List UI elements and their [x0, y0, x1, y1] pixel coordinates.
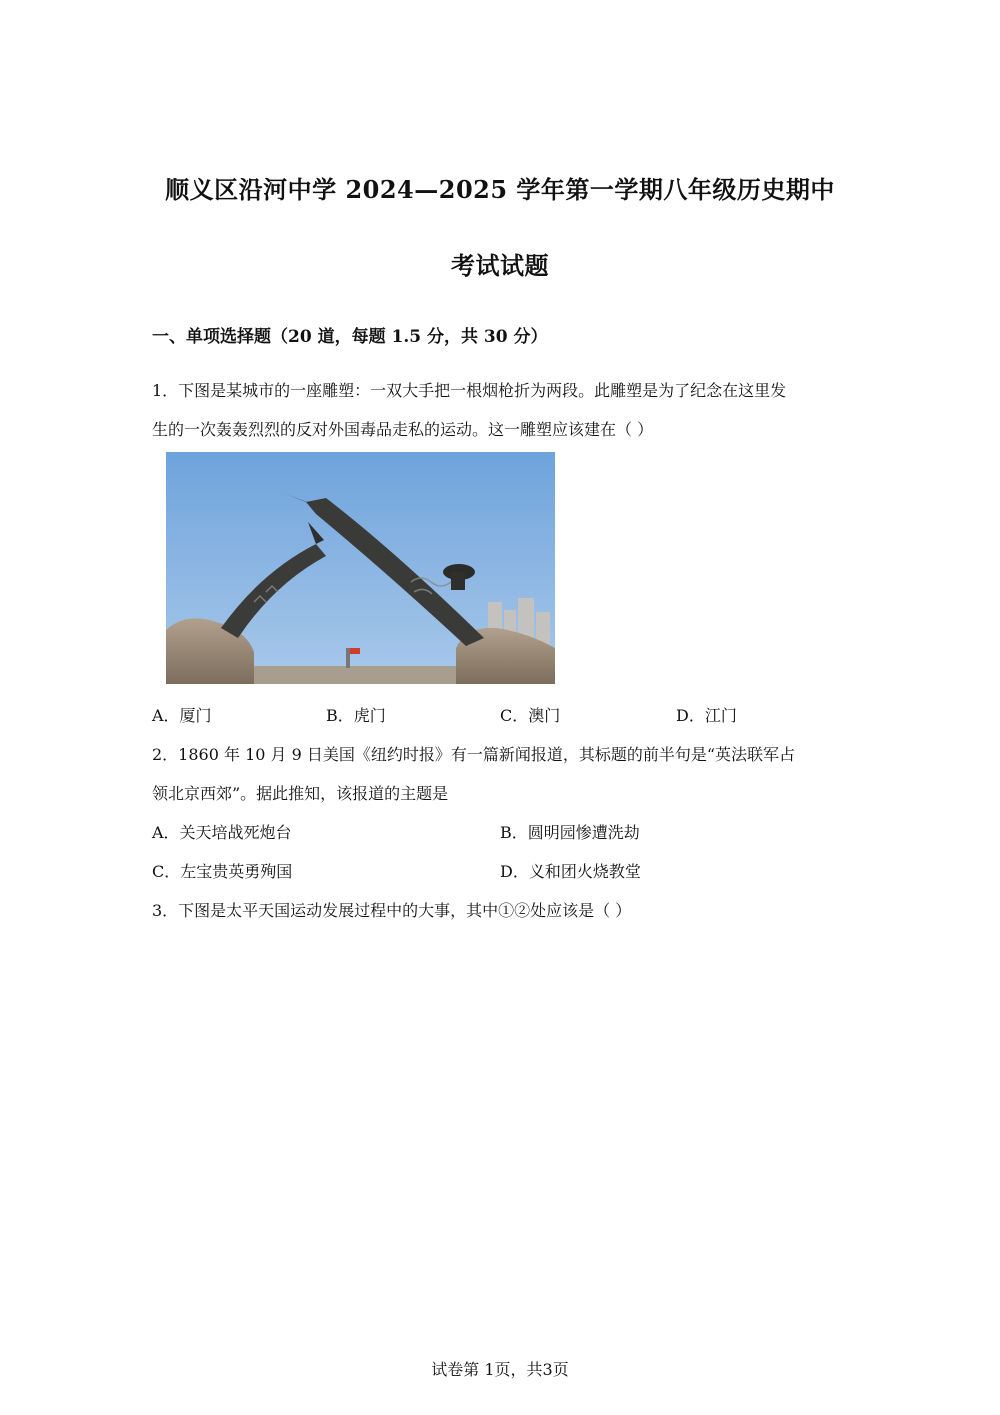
question-1-line-2: 生的一次轰轰烈烈的反对外国毒品走私的运动。这一雕塑应该建在（ ） [152, 420, 654, 439]
q1-option-a: A．厦门 [152, 706, 212, 725]
q2-option-b: B．圆明园惨遭洗劫 [500, 823, 640, 842]
q1-option-c: C．澳门 [500, 706, 561, 725]
q1-option-d: D．江门 [676, 706, 737, 725]
q2-option-c: C．左宝贵英勇殉国 [152, 862, 293, 881]
q2-option-d: D．义和团火烧教堂 [500, 862, 641, 881]
section-heading: 一、单项选择题（20 道，每题 1.5 分，共 30 分） [152, 327, 548, 347]
question-2-line-1: 2．1860 年 10 月 9 日美国《纽约时报》有一篇新闻报道，其标题的前半句是“英法联军占 [152, 745, 796, 764]
broken-pipe-sculpture-image [166, 452, 555, 684]
question-3-line-1: 3．下图是太平天国运动发展过程中的大事，其中①②处应该是（ ） [152, 901, 632, 920]
exam-title-line2: 考试试题 [451, 251, 549, 280]
question-1-line-1: 1．下图是某城市的一座雕塑：一双大手把一根烟枪折为两段。此雕塑是为了纪念在这里发 [152, 381, 787, 400]
q1-option-b: B．虎门 [326, 706, 386, 725]
page-footer: 试卷第 1页，共3页 [431, 1360, 569, 1379]
question-2-line-2: 领北京西郊”。据此推知，该报道的主题是 [152, 784, 449, 803]
q2-option-a: A．关天培战死炮台 [152, 823, 292, 842]
sculpture-photo [166, 452, 555, 684]
exam-title-line1: 顺义区沿河中学 2024—2025 学年第一学期八年级历史期中 [165, 175, 835, 204]
